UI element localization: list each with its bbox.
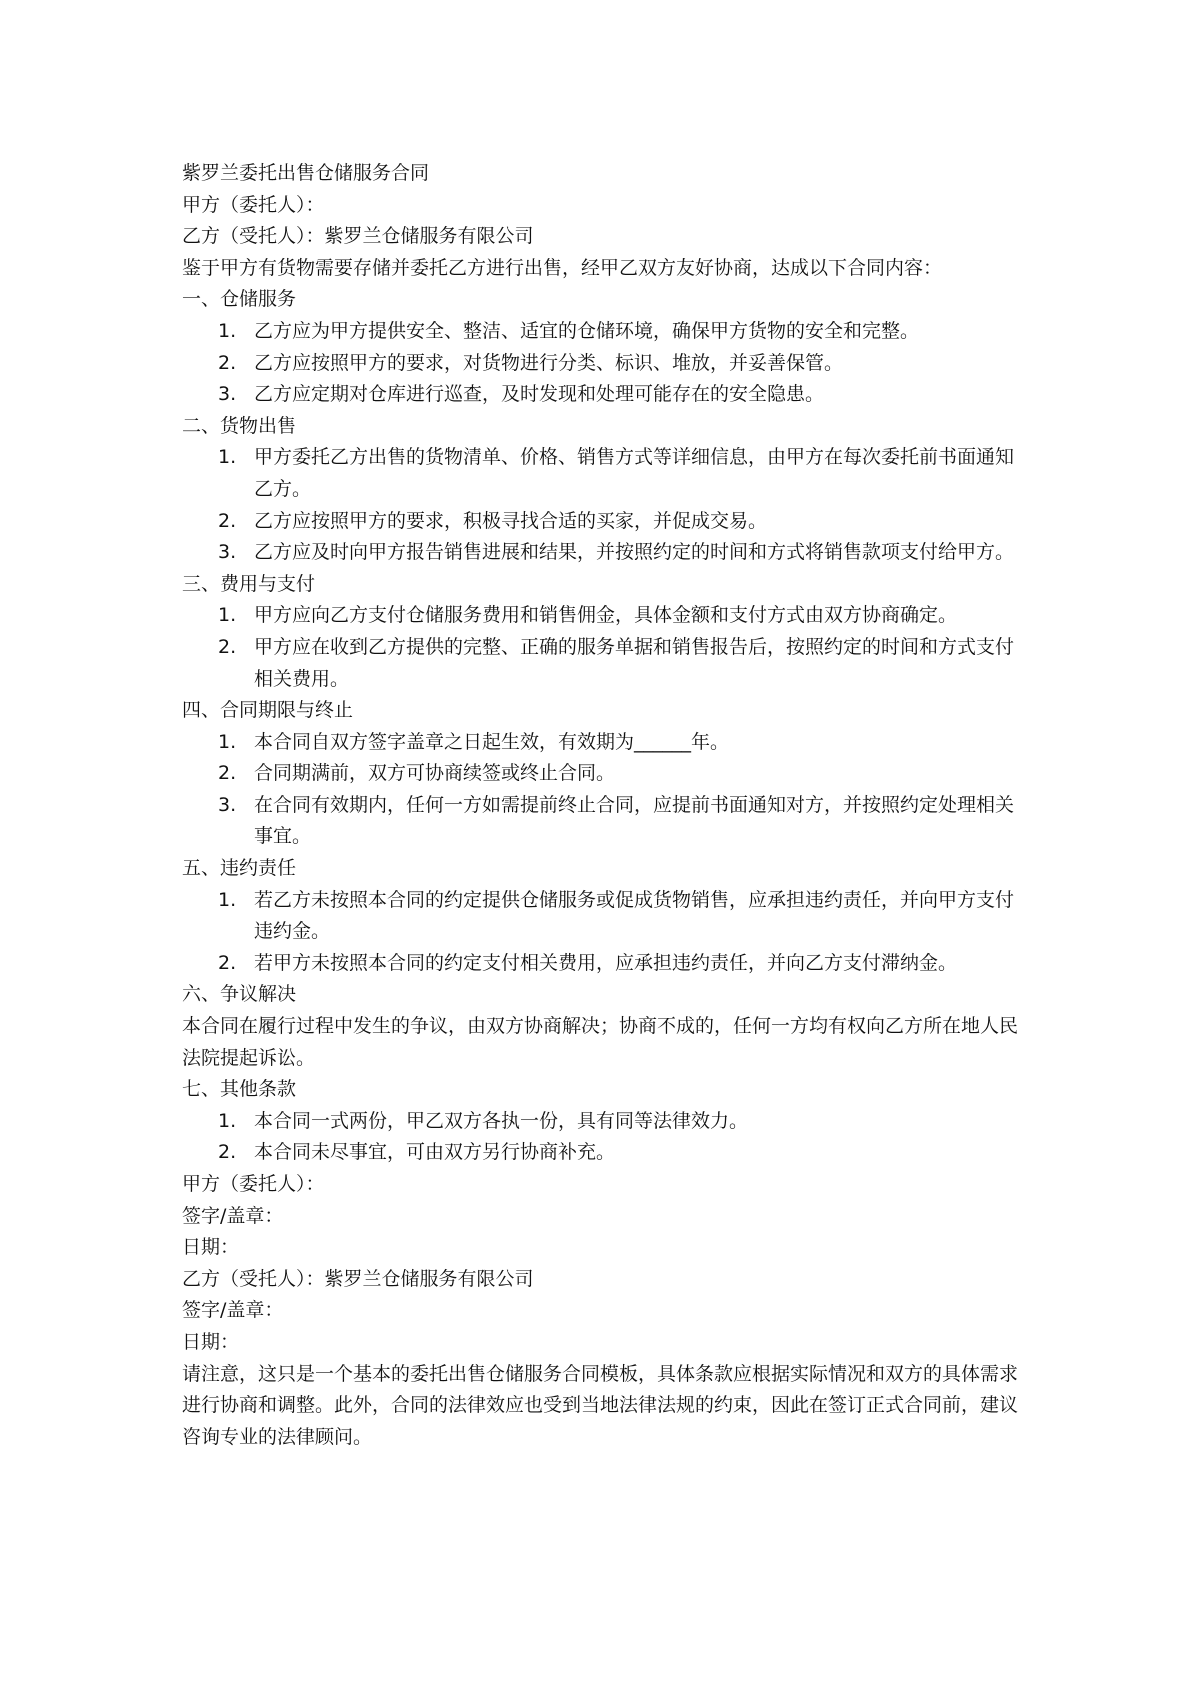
section-list	[182, 727, 1032, 853]
section-list	[182, 316, 1032, 411]
section-list	[182, 600, 1032, 695]
signature-party-b-date: 日期：	[182, 1330, 240, 1353]
closing-note: 请注意，这只是一个基本的委托出售仓储服务合同模板，具体条款应根据实际情况和双方的具体需求进行协商和调整。此外，合同的法律效应也受到当地法律法规的约束，因此在签订正式合同前，建议咨询专业的法律顾问。	[182, 1362, 1019, 1448]
preamble: 鉴于甲方有货物需要存储并委托乙方进行出售，经甲乙双方友好协商，达成以下合同内容：	[182, 256, 943, 279]
list-item: 2. 乙方应按照甲方的要求，积极寻找合适的买家，并促成交易。	[218, 509, 768, 532]
section-heading: 二、货物出售	[182, 414, 297, 437]
list-item: 2. 本合同未尽事宜，可由双方另行协商补充。	[218, 1141, 616, 1164]
party-b-header: 乙方（受托人）：紫罗兰仓储服务有限公司	[182, 225, 534, 248]
list-item: 1. 本合同自双方签字盖章之日起生效，有效期为______年。	[218, 730, 730, 753]
document-page	[182, 158, 1032, 1453]
list-item: 3. 在合同有效期内，任何一方如需提前终止合同，应提前书面通知对方，并按照约定处理相关事宜。	[218, 793, 1015, 848]
list-item: 1. 乙方应为甲方提供安全、整洁、适宜的仓储环境，确保甲方货物的安全和完整。	[218, 319, 920, 342]
list-item: 1. 若乙方未按照本合同的约定提供仓储服务或促成货物销售，应承担违约责任，并向甲方支付违约金。	[218, 888, 1015, 943]
list-item: 3. 乙方应及时向甲方报告销售进展和结果，并按照约定的时间和方式将销售款项支付给甲方。	[218, 541, 1015, 564]
section-paragraph: 本合同在履行过程中发生的争议，由双方协商解决；协商不成的，任何一方均有权向乙方所在地人民法院提起诉讼。	[182, 1015, 1019, 1069]
signature-party-a: 甲方（委托人）：	[182, 1173, 325, 1195]
party-a-header: 甲方（委托人）：	[182, 193, 325, 216]
signature-party-a-date: 日期：	[182, 1236, 240, 1259]
section-heading: 三、费用与支付	[182, 572, 316, 595]
section-heading: 一、仓储服务	[182, 288, 297, 311]
section-list	[182, 442, 1032, 568]
list-item: 1. 本合同一式两份，甲乙双方各执一份，具有同等法律效力。	[218, 1109, 749, 1132]
signature-party-b-sign: 签字/盖章：	[182, 1299, 284, 1322]
list-item: 3. 乙方应定期对仓库进行巡查，及时发现和处理可能存在的安全隐患。	[218, 383, 825, 406]
document-title: 紫罗兰委托出售仓储服务合同	[182, 162, 430, 184]
list-item: 1. 甲方委托乙方出售的货物清单、价格、销售方式等详细信息，由甲方在每次委托前书面通知乙方。	[218, 446, 1015, 500]
section-heading: 四、合同期限与终止	[182, 699, 354, 722]
list-item: 2. 甲方应在收到乙方提供的完整、正确的服务单据和销售报告后，按照约定的时间和方式支付相关费用。	[218, 635, 1015, 690]
signature-party-a-sign: 签字/盖章：	[182, 1204, 284, 1227]
section-heading: 六、争议解决	[182, 983, 297, 1006]
list-item: 2. 若甲方未按照本合同的约定支付相关费用，应承担违约责任，并向乙方支付滞纳金。	[218, 951, 958, 974]
section-heading: 五、违约责任	[182, 857, 297, 880]
list-item: 1. 甲方应向乙方支付仓储服务费用和销售佣金，具体金额和支付方式由双方协商确定。	[218, 604, 958, 627]
section-list	[182, 885, 1032, 980]
section-heading: 七、其他条款	[182, 1078, 297, 1101]
list-item: 2. 乙方应按照甲方的要求，对货物进行分类、标识、堆放，并妥善保管。	[218, 351, 844, 374]
section-list	[182, 1106, 1032, 1169]
signature-party-b: 乙方（受托人）：紫罗兰仓储服务有限公司	[182, 1267, 534, 1290]
list-item: 2. 合同期满前，双方可协商续签或终止合同。	[218, 762, 616, 785]
